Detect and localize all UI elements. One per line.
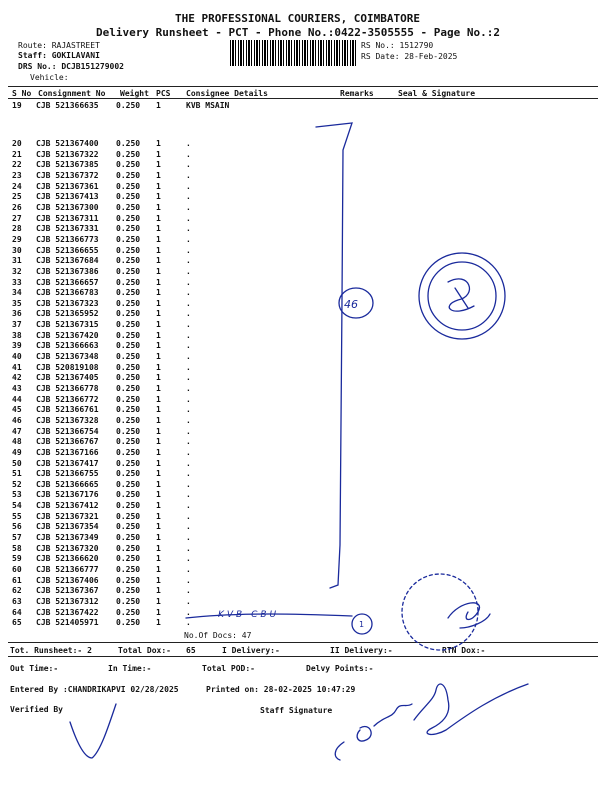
row-weight: 0.250 bbox=[116, 245, 141, 255]
row-pcs: 1 bbox=[156, 330, 161, 340]
row-consignment: CJB 521367348 bbox=[36, 352, 99, 361]
row-consignment: CJB 521367311 bbox=[36, 213, 99, 223]
consignee-placeholder-dot: . bbox=[186, 575, 191, 585]
consignee-placeholder-dot: . bbox=[186, 139, 191, 148]
row-sno: 47 bbox=[12, 426, 22, 436]
row-sno: 65 bbox=[12, 618, 22, 628]
row-weight: 0.250 bbox=[116, 341, 141, 351]
row-sno: 23 bbox=[12, 170, 22, 180]
row-weight: 0.250 bbox=[116, 575, 141, 585]
rtn-dox: RTN Dox:- bbox=[442, 646, 486, 655]
company-title: THE PROFESSIONAL COURIERS, COIMBATORE bbox=[175, 12, 421, 25]
row-consignment: CJB 521367354 bbox=[36, 522, 99, 532]
row-pcs: 1 bbox=[156, 192, 161, 202]
consignee-placeholder-dot: . bbox=[186, 384, 191, 393]
footer-circle-mark: 1 bbox=[359, 620, 365, 629]
row-pcs: 1 bbox=[156, 479, 161, 489]
row-sno: 30 bbox=[12, 245, 22, 255]
row-weight: 0.250 bbox=[116, 170, 141, 180]
row-weight: 0.250 bbox=[116, 533, 141, 542]
row-weight: 0.250 bbox=[116, 234, 141, 244]
row-consignment: CJB 521367166 bbox=[36, 447, 99, 457]
i-delivery: I Delivery:- bbox=[222, 646, 280, 655]
row-consignment: CJB 521366635 bbox=[36, 101, 99, 110]
row-sno: 46 bbox=[12, 415, 22, 425]
row-consignment: CJB 521367176 bbox=[36, 490, 99, 500]
consignee-placeholder-dot: . bbox=[186, 149, 191, 159]
consignee-placeholder-dot: . bbox=[186, 618, 191, 628]
row-weight: 0.250 bbox=[116, 330, 141, 340]
row-consignment: CJB 521367367 bbox=[36, 586, 99, 596]
company-seal-stamp bbox=[419, 253, 505, 339]
row-consignment: CJB 521366754 bbox=[36, 426, 99, 436]
row-sno: 42 bbox=[12, 373, 22, 383]
row-consignment: CJB 521367420 bbox=[36, 330, 99, 340]
row-pcs: 1 bbox=[156, 170, 161, 180]
row-weight: 0.250 bbox=[116, 101, 141, 110]
row-sno: 55 bbox=[12, 511, 22, 521]
row-weight: 0.250 bbox=[116, 192, 141, 202]
col-consignment: Consignment No bbox=[38, 89, 106, 98]
row-pcs: 1 bbox=[156, 139, 161, 148]
consignee-placeholder-dot: . bbox=[186, 298, 191, 308]
row-sno: 36 bbox=[12, 309, 22, 319]
row-sno: 48 bbox=[12, 437, 22, 447]
runsheet-subtitle: Delivery Runsheet - PCT - Phone No.:0422-3505555 - Page No.:2 bbox=[96, 26, 500, 39]
row-sno: 59 bbox=[12, 554, 22, 564]
row-consignment: CJB 521367372 bbox=[36, 170, 99, 180]
consignee-placeholder-dot: . bbox=[186, 543, 191, 553]
row-consignment: CJB 521366783 bbox=[36, 288, 99, 298]
row-weight: 0.250 bbox=[116, 394, 141, 404]
no-of-docs: No.Of Docs: 47 bbox=[184, 631, 252, 640]
row-sno: 53 bbox=[12, 490, 22, 500]
row-pcs: 1 bbox=[156, 160, 161, 170]
row-consignment: CJB 521367422 bbox=[36, 607, 99, 617]
row-pcs: 1 bbox=[156, 224, 161, 234]
row-pcs: 1 bbox=[156, 511, 161, 521]
consignee-placeholder-dot: . bbox=[186, 202, 191, 212]
total-pod: Total POD:- bbox=[202, 664, 255, 673]
row-weight: 0.250 bbox=[116, 384, 141, 393]
row-pcs: 1 bbox=[156, 213, 161, 223]
consignee-placeholder-dot: . bbox=[186, 234, 191, 244]
row-sno: 54 bbox=[12, 501, 22, 511]
row-consignment: CJB 521366777 bbox=[36, 565, 99, 574]
row-sno: 44 bbox=[12, 394, 22, 404]
total-dox-value: 65 bbox=[186, 646, 196, 655]
consignee-placeholder-dot: . bbox=[186, 490, 191, 500]
row-sno: 64 bbox=[12, 607, 22, 617]
consignee-placeholder-dot: . bbox=[186, 565, 191, 574]
tot-runsheet: Tot. Runsheet:- 2 bbox=[10, 646, 92, 655]
row-sno: 32 bbox=[12, 266, 22, 276]
row-weight: 0.250 bbox=[116, 298, 141, 308]
bracket-line bbox=[316, 123, 352, 588]
row-sno: 22 bbox=[12, 160, 22, 170]
row-pcs: 1 bbox=[156, 181, 161, 191]
row-pcs: 1 bbox=[156, 202, 161, 212]
consignee-placeholder-dot: . bbox=[186, 266, 191, 276]
row-consignment: CJB 521367361 bbox=[36, 181, 99, 191]
consignee-placeholder-dot: . bbox=[186, 501, 191, 511]
row-sno: 61 bbox=[12, 575, 22, 585]
consignee-placeholder-dot: . bbox=[186, 415, 191, 425]
row-weight: 0.250 bbox=[116, 479, 141, 489]
row-pcs: 1 bbox=[156, 522, 161, 532]
row-weight: 0.250 bbox=[116, 213, 141, 223]
col-pcs: PCS bbox=[156, 89, 171, 98]
row-pcs: 1 bbox=[156, 341, 161, 351]
row-weight: 0.250 bbox=[116, 415, 141, 425]
row-sno: 57 bbox=[12, 533, 22, 542]
row-sno: 51 bbox=[12, 469, 22, 479]
row-pcs: 1 bbox=[156, 490, 161, 500]
row-sno: 38 bbox=[12, 330, 22, 340]
consignee-placeholder-dot: . bbox=[186, 245, 191, 255]
row-consignment: CJB 521367328 bbox=[36, 415, 99, 425]
row-consignee: KVB MSAIN bbox=[186, 101, 230, 110]
row-weight: 0.250 bbox=[116, 160, 141, 170]
consignee-placeholder-dot: . bbox=[186, 511, 191, 521]
delivery-seal-stamp bbox=[402, 574, 490, 650]
entered-by: Entered By :CHANDRIKAPVI 02/28/2025 bbox=[10, 685, 179, 694]
row-weight: 0.250 bbox=[116, 501, 141, 511]
consignee-placeholder-dot: . bbox=[186, 447, 191, 457]
row-weight: 0.250 bbox=[116, 405, 141, 415]
row-weight: 0.250 bbox=[116, 256, 141, 266]
consignee-placeholder-dot: . bbox=[186, 554, 191, 564]
consignee-placeholder-dot: . bbox=[186, 586, 191, 596]
row-pcs: 1 bbox=[156, 458, 161, 468]
row-weight: 0.250 bbox=[116, 586, 141, 596]
row-pcs: 1 bbox=[156, 469, 161, 479]
rs-number: RS No.: 1512790 bbox=[361, 41, 434, 50]
row-sno: 43 bbox=[12, 384, 22, 393]
count-mark: 46 bbox=[344, 298, 358, 311]
row-weight: 0.250 bbox=[116, 266, 141, 276]
row-consignment: CJB 521367331 bbox=[36, 224, 99, 234]
row-weight: 0.250 bbox=[116, 607, 141, 617]
row-weight: 0.250 bbox=[116, 437, 141, 447]
row-sno: 50 bbox=[12, 458, 22, 468]
row-pcs: 1 bbox=[156, 597, 161, 606]
row-sno: 39 bbox=[12, 341, 22, 351]
row-weight: 0.250 bbox=[116, 554, 141, 564]
row-sno: 28 bbox=[12, 224, 22, 234]
row-pcs: 1 bbox=[156, 101, 161, 110]
row-sno: 49 bbox=[12, 447, 22, 457]
staff-signature-scribble bbox=[335, 684, 528, 760]
row-consignment: CJB 521367386 bbox=[36, 266, 99, 276]
consignee-placeholder-dot: . bbox=[186, 330, 191, 340]
row-sno: 33 bbox=[12, 277, 22, 287]
row-consignment: CJB 521367300 bbox=[36, 202, 99, 212]
row-pcs: 1 bbox=[156, 543, 161, 553]
row-pcs: 1 bbox=[156, 437, 161, 447]
row-sno: 20 bbox=[12, 139, 22, 148]
row-consignment: CJB 521366778 bbox=[36, 384, 99, 393]
row-consignment: CJB 521367320 bbox=[36, 543, 99, 553]
row-pcs: 1 bbox=[156, 298, 161, 308]
row-sno: 58 bbox=[12, 543, 22, 553]
row-weight: 0.250 bbox=[116, 469, 141, 479]
consignee-placeholder-dot: . bbox=[186, 341, 191, 351]
row-sno: 40 bbox=[12, 352, 22, 361]
row-pcs: 1 bbox=[156, 384, 161, 393]
row-consignment: CJB 521367315 bbox=[36, 320, 99, 330]
row-consignment: CJB 521366663 bbox=[36, 341, 99, 351]
row-pcs: 1 bbox=[156, 575, 161, 585]
row-weight: 0.250 bbox=[116, 522, 141, 532]
col-consignee: Consignee Details bbox=[186, 89, 268, 98]
row-sno: 56 bbox=[12, 522, 22, 532]
row-pcs: 1 bbox=[156, 320, 161, 330]
consignee-placeholder-dot: . bbox=[186, 170, 191, 180]
row-pcs: 1 bbox=[156, 533, 161, 542]
row-weight: 0.250 bbox=[116, 149, 141, 159]
consignee-placeholder-dot: . bbox=[186, 469, 191, 479]
row-weight: 0.250 bbox=[116, 511, 141, 521]
row-consignment: CJB 521366761 bbox=[36, 405, 99, 415]
row-consignment: CJB 521366665 bbox=[36, 479, 99, 489]
row-sno: 34 bbox=[12, 288, 22, 298]
col-remarks: Remarks bbox=[340, 89, 374, 98]
row-consignment: CJB 521366772 bbox=[36, 394, 99, 404]
row-weight: 0.250 bbox=[116, 565, 141, 574]
row-sno: 21 bbox=[12, 149, 22, 159]
consignee-placeholder-dot: . bbox=[186, 533, 191, 542]
consignee-placeholder-dot: . bbox=[186, 352, 191, 361]
row-consignment: CJB 521367684 bbox=[36, 256, 99, 266]
row-consignment: CJB 521367349 bbox=[36, 533, 99, 542]
row-weight: 0.250 bbox=[116, 288, 141, 298]
staff-signature-label: Staff Signature bbox=[260, 706, 333, 715]
row-consignment: CJB 521405971 bbox=[36, 618, 99, 628]
row-weight: 0.250 bbox=[116, 181, 141, 191]
consignee-placeholder-dot: . bbox=[186, 181, 191, 191]
staff-label: Staff: GOKILAVANI bbox=[18, 51, 100, 60]
row-sno: 45 bbox=[12, 405, 22, 415]
row-pcs: 1 bbox=[156, 352, 161, 361]
footer-note: KVB CBU bbox=[218, 610, 280, 620]
row-weight: 0.250 bbox=[116, 309, 141, 319]
row-pcs: 1 bbox=[156, 394, 161, 404]
col-seal: Seal & Signature bbox=[398, 89, 476, 98]
row-weight: 0.250 bbox=[116, 277, 141, 287]
row-sno: 27 bbox=[12, 213, 22, 223]
consignee-placeholder-dot: . bbox=[186, 224, 191, 234]
row-consignment: CJB 521367406 bbox=[36, 575, 99, 585]
row-pcs: 1 bbox=[156, 288, 161, 298]
consignee-placeholder-dot: . bbox=[186, 213, 191, 223]
row-pcs: 1 bbox=[156, 565, 161, 574]
in-time: In Time:- bbox=[108, 664, 152, 673]
row-sno: 63 bbox=[12, 597, 22, 606]
row-consignment: CJB 521366655 bbox=[36, 245, 99, 255]
consignee-placeholder-dot: . bbox=[186, 192, 191, 202]
row-pcs: 1 bbox=[156, 149, 161, 159]
row-pcs: 1 bbox=[156, 277, 161, 287]
row-weight: 0.250 bbox=[116, 202, 141, 212]
delvy-points: Delvy Points:- bbox=[306, 664, 374, 673]
row-sno: 62 bbox=[12, 586, 22, 596]
row-pcs: 1 bbox=[156, 586, 161, 596]
row-consignment: CJB 521366657 bbox=[36, 277, 99, 287]
consignee-placeholder-dot: . bbox=[186, 522, 191, 532]
row-consignment: CJB 521366773 bbox=[36, 234, 99, 244]
row-pcs: 1 bbox=[156, 256, 161, 266]
row-consignment: CJB 521366620 bbox=[36, 554, 99, 564]
row-pcs: 1 bbox=[156, 266, 161, 276]
ii-delivery: II Delivery:- bbox=[330, 646, 393, 655]
consignee-placeholder-dot: . bbox=[186, 479, 191, 489]
row-consignment: CJB 521366767 bbox=[36, 437, 99, 447]
row-consignment: CJB 521367412 bbox=[36, 501, 99, 511]
row-sno: 37 bbox=[12, 320, 22, 330]
consignee-placeholder-dot: . bbox=[186, 277, 191, 287]
row-weight: 0.250 bbox=[116, 139, 141, 148]
row-consignment: CJB 521367323 bbox=[36, 298, 99, 308]
row-sno: 19 bbox=[12, 101, 22, 110]
row-consignment: CJB 521367413 bbox=[36, 192, 99, 202]
row-pcs: 1 bbox=[156, 309, 161, 319]
consignee-placeholder-dot: . bbox=[186, 288, 191, 298]
consignee-placeholder-dot: . bbox=[186, 458, 191, 468]
row-pcs: 1 bbox=[156, 426, 161, 436]
row-sno: 31 bbox=[12, 256, 22, 266]
row-pcs: 1 bbox=[156, 415, 161, 425]
row-weight: 0.250 bbox=[116, 352, 141, 361]
row-weight: 0.250 bbox=[116, 458, 141, 468]
row-consignment: CJB 521367312 bbox=[36, 597, 99, 606]
consignee-placeholder-dot: . bbox=[186, 426, 191, 436]
vehicle-label: Vehicle: bbox=[30, 73, 69, 82]
out-time: Out Time:- bbox=[10, 664, 59, 673]
row-weight: 0.250 bbox=[116, 543, 141, 553]
row-consignment: CJB 521367322 bbox=[36, 149, 99, 159]
consignee-placeholder-dot: . bbox=[186, 320, 191, 330]
row-weight: 0.250 bbox=[116, 447, 141, 457]
row-weight: 0.250 bbox=[116, 426, 141, 436]
row-pcs: 1 bbox=[156, 554, 161, 564]
row-consignment: CJB 521365952 bbox=[36, 309, 99, 319]
row-pcs: 1 bbox=[156, 618, 161, 628]
row-pcs: 1 bbox=[156, 501, 161, 511]
row-consignment: CJB 521367385 bbox=[36, 160, 99, 170]
row-pcs: 1 bbox=[156, 607, 161, 617]
row-sno: 26 bbox=[12, 202, 22, 212]
row-consignment: CJB 520819108 bbox=[36, 362, 99, 372]
consignee-placeholder-dot: . bbox=[186, 437, 191, 447]
row-sno: 41 bbox=[12, 362, 22, 372]
total-dox-label: Total Dox:- bbox=[118, 646, 171, 655]
verified-signature bbox=[70, 704, 116, 758]
consignee-placeholder-dot: . bbox=[186, 373, 191, 383]
row-sno: 24 bbox=[12, 181, 22, 191]
consignee-placeholder-dot: . bbox=[186, 256, 191, 266]
row-consignment: CJB 521366755 bbox=[36, 469, 99, 479]
row-sno: 25 bbox=[12, 192, 22, 202]
row-sno: 35 bbox=[12, 298, 22, 308]
row-sno: 29 bbox=[12, 234, 22, 244]
row-weight: 0.250 bbox=[116, 597, 141, 606]
consignee-placeholder-dot: . bbox=[186, 607, 191, 617]
row-consignment: CJB 521367405 bbox=[36, 373, 99, 383]
row-pcs: 1 bbox=[156, 373, 161, 383]
row-sno: 60 bbox=[12, 565, 22, 574]
consignee-placeholder-dot: . bbox=[186, 597, 191, 606]
consignee-placeholder-dot: . bbox=[186, 394, 191, 404]
row-consignment: CJB 521367321 bbox=[36, 511, 99, 521]
row-sno: 52 bbox=[12, 479, 22, 489]
consignee-placeholder-dot: . bbox=[186, 160, 191, 170]
row-weight: 0.250 bbox=[116, 362, 141, 372]
row-pcs: 1 bbox=[156, 447, 161, 457]
consignee-placeholder-dot: . bbox=[186, 362, 191, 372]
row-pcs: 1 bbox=[156, 245, 161, 255]
col-sno: S No bbox=[12, 89, 32, 98]
row-weight: 0.250 bbox=[116, 373, 141, 383]
row-consignment: CJB 521367400 bbox=[36, 139, 99, 148]
row-weight: 0.250 bbox=[116, 490, 141, 500]
row-consignment: CJB 521367417 bbox=[36, 458, 99, 468]
row-weight: 0.250 bbox=[116, 320, 141, 330]
consignee-placeholder-dot: . bbox=[186, 405, 191, 415]
row-pcs: 1 bbox=[156, 362, 161, 372]
row-pcs: 1 bbox=[156, 234, 161, 244]
row-weight: 0.250 bbox=[116, 224, 141, 234]
route-label: Route: RAJASTREET bbox=[18, 41, 100, 50]
printed-on: Printed on: 28-02-2025 10:47:29 bbox=[206, 685, 356, 694]
verified-by: Verified By bbox=[10, 705, 63, 714]
row-weight: 0.250 bbox=[116, 618, 141, 628]
rs-date: RS Date: 28-Feb-2025 bbox=[361, 52, 458, 61]
consignee-placeholder-dot: . bbox=[186, 309, 191, 319]
col-weight: Weight bbox=[120, 89, 149, 98]
drs-number: DRS No.: DCJB151279002 bbox=[18, 62, 124, 71]
row-pcs: 1 bbox=[156, 405, 161, 415]
